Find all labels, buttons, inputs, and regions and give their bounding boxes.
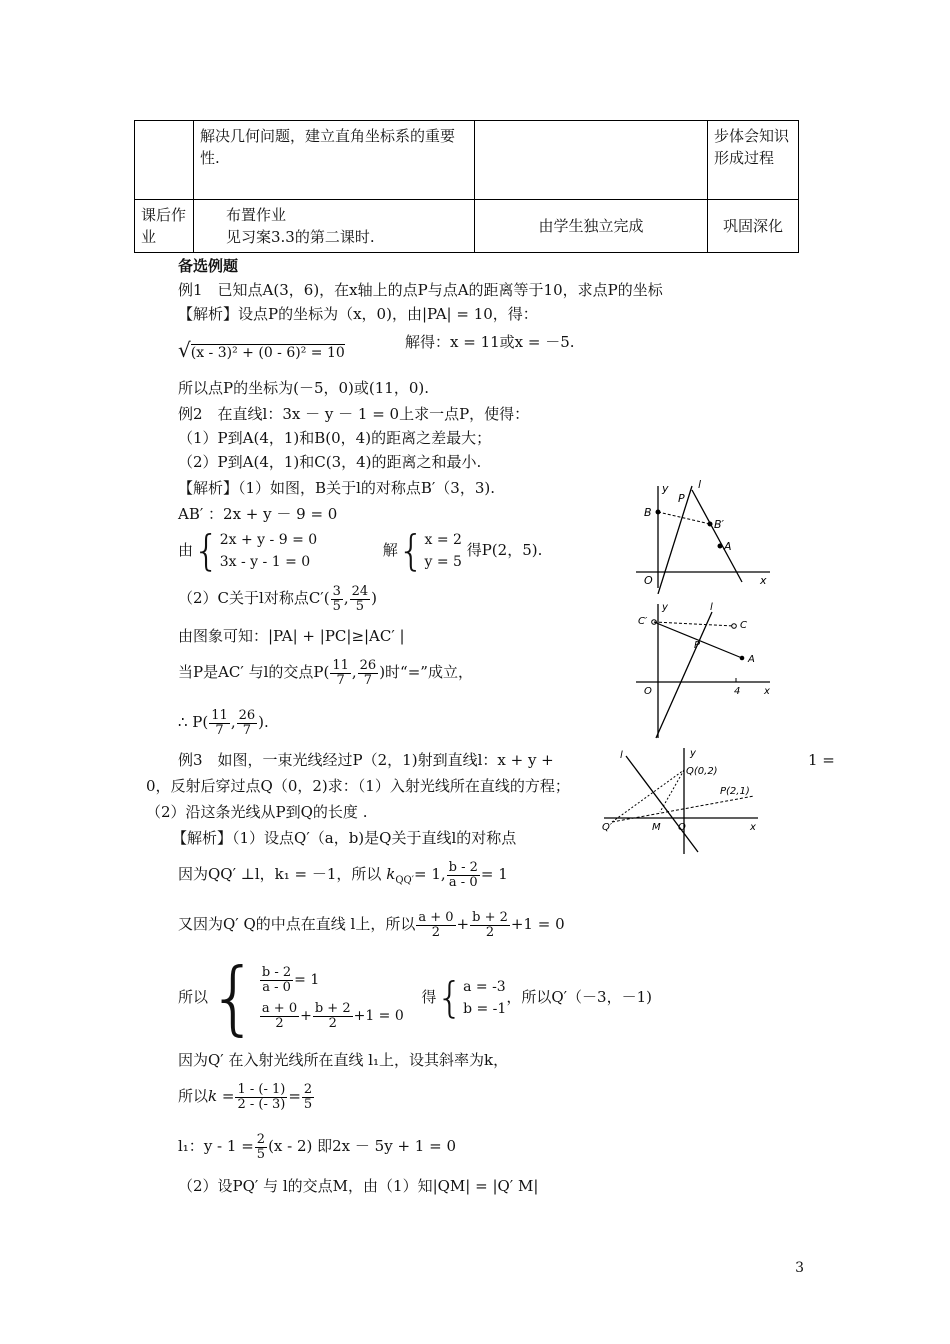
segment-bb xyxy=(658,512,710,524)
segment-cc xyxy=(654,622,734,626)
fig2-label: C xyxy=(740,620,747,631)
y-minus: y - 1 = xyxy=(203,1137,254,1155)
fig1-label: A xyxy=(724,540,732,553)
num: b + 2 xyxy=(472,909,508,925)
k-subscript: QQ′ xyxy=(395,875,414,886)
ex3-sol8: （2）设PQ′ 与 l的交点M，由（1）知|QM| = |Q′ M| xyxy=(178,1177,539,1195)
system-c xyxy=(259,962,404,1034)
text-result: 得P(2，5). xyxy=(466,541,543,559)
fig2-label: C′ xyxy=(638,616,648,627)
num: 26 xyxy=(238,707,256,723)
fig2-label: O xyxy=(644,686,652,697)
fraction xyxy=(470,911,510,940)
cell-homework-label: 课后作业 xyxy=(135,200,194,253)
den: 7 xyxy=(215,722,224,738)
den: 5 xyxy=(355,598,365,614)
fig2-label: l xyxy=(710,602,713,613)
sys-b-2: y = 5 xyxy=(424,554,462,570)
brace: { xyxy=(436,973,464,1022)
ex3-sol7 xyxy=(178,1128,456,1164)
text-you: 由 xyxy=(178,541,194,559)
l1-label: l₁： xyxy=(178,1137,204,1155)
fraction xyxy=(447,861,480,890)
num: b - 2 xyxy=(261,964,292,980)
k-eq: k = xyxy=(208,1087,235,1105)
sys-a-2: 3x - y - 1 = 0 xyxy=(219,554,311,570)
num: 26 xyxy=(359,657,377,673)
fig1-label: O xyxy=(644,574,653,587)
cell-empty2 xyxy=(475,121,708,200)
num: 24 xyxy=(351,583,369,599)
den: 7 xyxy=(336,672,345,688)
num: b + 2 xyxy=(314,1000,351,1016)
den: a - 0 xyxy=(448,874,478,890)
cell-note: 步体会知识形成过程 xyxy=(708,121,799,200)
den: a - 0 xyxy=(262,979,291,995)
num: b - 2 xyxy=(448,859,478,875)
ex3-sol6: 所以k = $\frac{1 - (- 1)}{2 - (- 3)}$ = $\frac{2}{5}$ xyxy=(178,1081,313,1112)
fraction xyxy=(331,585,343,614)
perp-text: 因为QQ′ ⊥l，k₁ = －1，所以 xyxy=(178,865,382,883)
eq: = 1 xyxy=(294,972,320,988)
point-b xyxy=(656,510,661,515)
system-a xyxy=(220,529,317,573)
den: 2 xyxy=(431,924,441,940)
fig2-label: 4 xyxy=(734,686,741,697)
num: 1 - (- 1) xyxy=(237,1081,286,1097)
fig1-label: x xyxy=(760,574,767,587)
ex1-solution: 【解析】设点P的坐标为（x，0)，由|PA| = 10，得： xyxy=(178,305,538,323)
ex2-sol7: ∴ P( $\frac{11}{7}$ , $\frac{26}{7}$ ). xyxy=(178,707,269,738)
fraction xyxy=(260,966,293,995)
fig3-label: Q(0,2) xyxy=(686,766,718,777)
fig1-label: B′ xyxy=(714,518,725,531)
midpoint-text: 又因为Q′ Q的中点在直线 l上，所以 xyxy=(178,915,416,933)
sys-d-2: b = -1 xyxy=(463,1001,507,1017)
den: 5 xyxy=(303,1096,313,1112)
num: 3 xyxy=(332,583,341,599)
ex2-question: 例2 在直线l：3x － y － 1 = 0上求一点P，使得： xyxy=(178,405,530,423)
fraction xyxy=(416,911,455,940)
line-qm xyxy=(660,770,684,812)
ex3-sol5: 因为Q′ 在入射光线所在直线 l₁上，设其斜率为k， xyxy=(178,1051,509,1069)
fig2-label: A xyxy=(748,654,755,665)
text-suoyi: 所以 xyxy=(178,988,209,1006)
point-a xyxy=(740,656,745,661)
num: 2 xyxy=(256,1131,266,1147)
fig2-label: P xyxy=(694,640,701,651)
q-prime-result: ，所以Q′（－3，－1) xyxy=(506,988,652,1006)
line-l xyxy=(658,486,692,594)
fraction xyxy=(260,1002,299,1031)
equality-text: )时“=”成立， xyxy=(379,663,473,681)
fig1-label: B xyxy=(644,506,652,519)
text-de: 得 xyxy=(421,988,437,1006)
sys-d-1: a = -3 xyxy=(463,979,506,995)
ex3-question1: 例3 如图，一束光线经过P（2，1)射到直线l：x + y + xyxy=(178,751,554,769)
fig3-label: O xyxy=(678,822,686,833)
den: 7 xyxy=(242,722,251,738)
fraction xyxy=(209,709,230,738)
fig1-label: P xyxy=(678,492,685,505)
eq-zero: +1 = 0 xyxy=(510,915,565,933)
ex3-sol4 xyxy=(178,951,652,1044)
therefore-text: ∴ P( xyxy=(178,713,209,731)
figure-1 xyxy=(630,476,780,594)
point-a xyxy=(718,544,723,549)
homework-title: 布置作业 xyxy=(226,206,287,224)
cell-content: 解决几何问题，建立直角坐标系的重要性. xyxy=(194,121,475,200)
sys-b-1: x = 2 xyxy=(424,532,462,548)
close-paren: ). xyxy=(258,713,269,731)
fraction xyxy=(302,1083,314,1112)
ex2-part1: （1）P到A(4，1)和B(0，4)的距离之差最大； xyxy=(178,429,492,447)
ex2-sol5: 由图象可知：|PA| + |PC|≥|AC′ | xyxy=(178,627,405,645)
fig1-label: y xyxy=(662,482,669,495)
sys-c-2: $\frac{a + 0}{2}$ + $\frac{b + 2}{2}$ +1 = 0 xyxy=(261,1000,404,1031)
fig3-label: P(2,1) xyxy=(720,786,750,797)
den: 5 xyxy=(332,598,341,614)
fig3-label: x xyxy=(750,822,756,833)
top-table xyxy=(134,120,799,253)
figure-3 xyxy=(600,744,770,856)
num: 11 xyxy=(211,707,228,723)
sys-a-1: 2x + y - 9 = 0 xyxy=(219,532,318,548)
cell-goal: 巩固深化 xyxy=(708,200,799,253)
cell-homework xyxy=(194,200,475,253)
fraction xyxy=(255,1133,267,1162)
system-d xyxy=(463,976,506,1020)
den: 2 xyxy=(485,924,495,940)
ex1-result: 解得：x = 11或x = －5. xyxy=(405,333,575,351)
ex2-sol3 xyxy=(178,528,542,573)
ex2-part2: （2）P到A(4，1)和C(3，4)的距离之和最小. xyxy=(178,453,482,471)
l1-equation: (x - 2) 即2x － 5y + 1 = 0 xyxy=(268,1137,456,1155)
den: 7 xyxy=(363,672,373,688)
figure-2 xyxy=(630,598,780,740)
ex3-sol2 xyxy=(178,856,508,899)
ex3-question3: （2）沿这条光线从P到Q的长度 . xyxy=(146,803,368,821)
point-b-prime xyxy=(708,522,713,527)
ex3-question1-end: 1 = xyxy=(808,751,835,769)
eq-one-b: = 1 xyxy=(480,865,508,883)
homework-detail: 见习案3.3的第二课时. xyxy=(226,228,375,246)
ex2-sol2: AB′ ：2x + y － 9 = 0 xyxy=(178,505,338,523)
text-suoyi2: 所以 xyxy=(178,1087,209,1105)
ex1-question: 例1 已知点A(3，6)，在x轴上的点P与点A的距离等于10，求点P的坐标 xyxy=(178,281,663,299)
ex2-sol4: （2）C关于l对称点C′( $\frac{3}{5}$ , $\frac{24}{5}$ ) xyxy=(178,583,378,614)
num: a + 0 xyxy=(261,1000,298,1016)
fig1-label: l xyxy=(698,478,702,491)
text-jie: 解 xyxy=(382,541,398,559)
den: 2 xyxy=(275,1015,284,1031)
c-prime-text: （2）C关于l对称点C′( xyxy=(178,589,330,607)
fraction xyxy=(237,709,258,738)
ex3-sol1: 【解析】（1）设点Q′（a，b)是Q关于直线l的对称点 xyxy=(172,829,517,847)
den: 2 - (- 3) xyxy=(237,1096,286,1112)
fraction xyxy=(330,659,351,688)
fig3-label: Q′ xyxy=(602,822,613,833)
num: 11 xyxy=(332,657,349,673)
line-l xyxy=(656,612,712,738)
fraction xyxy=(358,659,379,688)
ex1-equation: √(x - 3)² + (0 - 6)² = 10 xyxy=(178,338,345,362)
cell-method: 由学生独立完成 xyxy=(475,200,708,253)
den: 5 xyxy=(256,1146,266,1162)
line-qq-prime xyxy=(612,770,684,822)
fig2-label: y xyxy=(662,602,668,613)
ex1-sqrt-expr: (x - 3)² + (0 - 6)² = 10 xyxy=(190,345,345,361)
line-pa xyxy=(692,490,742,582)
fraction xyxy=(313,1002,353,1031)
brace: { xyxy=(208,951,259,1044)
eq: +1 = 0 xyxy=(353,1008,404,1024)
system-b xyxy=(424,529,461,573)
brace: { xyxy=(397,526,425,575)
cell-empty xyxy=(135,121,194,200)
fraction xyxy=(235,1083,287,1112)
num: 2 xyxy=(303,1081,313,1097)
page-number: 3 xyxy=(795,1260,804,1276)
ex2-sol6: 当P是AC′ 与l的交点P( $\frac{11}{7}$ , $\frac{26}{7}$ )时“=”成立， xyxy=(178,657,473,688)
sys-c-1 xyxy=(259,962,404,998)
ex1-answer: 所以点P的坐标为(－5，0)或(11，0). xyxy=(178,379,429,397)
eq-one: = 1, xyxy=(413,865,446,883)
fig3-label: l xyxy=(620,750,623,761)
den: 2 xyxy=(328,1015,337,1031)
ex3-sol3: 又因为Q′ Q的中点在直线 l上，所以 $\frac{a + 0}{2}$ + $\frac{b + 2}{2}$ +1 = 0 xyxy=(178,909,565,940)
section-heading: 备选例题 xyxy=(178,257,239,275)
intersect-text: 当P是AC′ 与l的交点P( xyxy=(178,663,330,681)
k-symbol: k xyxy=(386,865,396,883)
ex2-sol1: 【解析】（1）如图，B关于l的对称点B′（3，3). xyxy=(178,479,496,497)
fig3-label: y xyxy=(690,748,696,759)
fraction xyxy=(350,585,371,614)
ex3-question2: 0，反射后穿过点Q（0，2)求：（1）入射光线所在直线的方程； xyxy=(146,777,570,795)
brace: { xyxy=(193,526,220,575)
fig3-label: M xyxy=(652,822,661,833)
num: a + 0 xyxy=(418,909,454,925)
fig2-label: x xyxy=(764,686,770,697)
